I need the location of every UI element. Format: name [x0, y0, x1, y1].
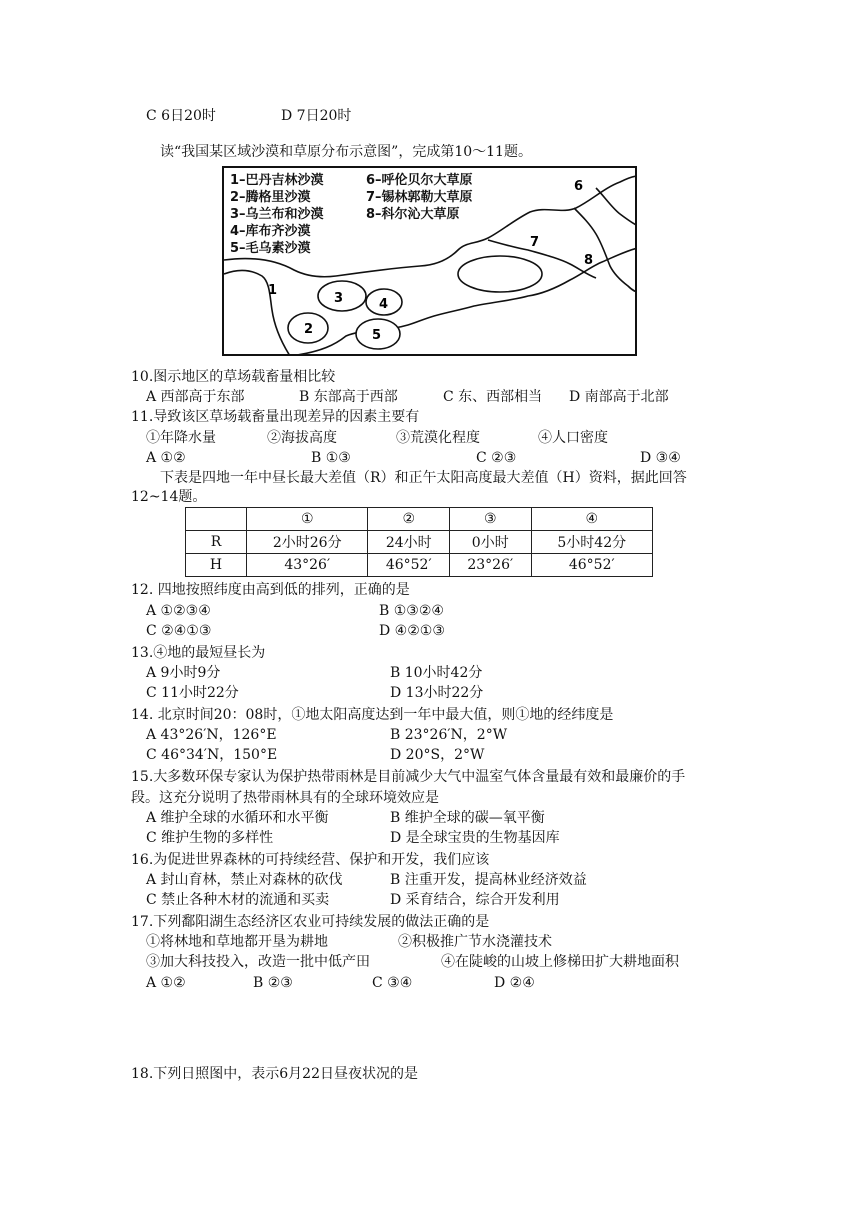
q17-measure-2: ②积极推广节水浇灌技术	[398, 934, 552, 950]
table-cell: 5小时42分	[531, 531, 652, 554]
q16-option-c: C 禁止各种木材的流通和买卖	[146, 892, 330, 908]
daylength-table	[185, 507, 653, 577]
map-label-1: 1	[268, 283, 278, 298]
desert-grassland-map	[222, 166, 637, 356]
q15-option-a: A 维护全球的水循环和水平衡	[146, 810, 329, 826]
legend-item-2: 2–腾格里沙漠	[230, 190, 311, 205]
table-cell: 2小时26分	[247, 531, 368, 554]
table-header-row	[186, 508, 653, 531]
q14-stem: 14. 北京时间20：08时，①地太阳高度达到一年中最大值，则①地的经纬度是	[131, 707, 614, 723]
table-cell: R	[186, 531, 247, 554]
q11-factor-3: ③荒漠化程度	[396, 430, 480, 446]
q15-option-d: D 是全球宝贵的生物基因库	[390, 830, 560, 846]
q16-option-a: A 封山育林，禁止对森林的砍伐	[146, 872, 343, 888]
q17-option-a: A ①②	[146, 975, 186, 991]
map-label-4: 4	[379, 297, 389, 312]
q11-option-b: B ①③	[311, 450, 351, 466]
q12-option-d: D ④②①③	[379, 623, 445, 639]
q10-stem: 10.图示地区的草场载畜量相比较	[131, 369, 336, 385]
q12-option-b: B ①③②④	[379, 603, 444, 619]
q17-option-d: D ②④	[494, 975, 535, 991]
table-header-cell	[186, 508, 247, 531]
q15-option-b: B 维护全球的碳—氧平衡	[390, 810, 545, 826]
table-cell: 23°26′	[450, 554, 532, 577]
q10-option-d: D 南部高于北部	[569, 389, 669, 405]
intro-12-14-line1: 下表是四地一年中昼长最大差值（R）和正午太阳高度最大差值（H）资料，据此回答	[160, 470, 687, 486]
q13-option-b: B 10小时42分	[390, 665, 483, 681]
q16-stem: 16.为促进世界森林的可持续经营、保护和开发，我们应该	[131, 852, 490, 868]
table-header-cell: ④	[531, 508, 652, 531]
table-header-cell: ②	[368, 508, 450, 531]
q17-stem: 17.下列鄱阳湖生态经济区农业可持续发展的做法正确的是	[131, 914, 490, 930]
q13-option-d: D 13小时22分	[390, 685, 484, 701]
q11-option-c: C ②③	[476, 450, 517, 466]
map-label-2: 2	[304, 322, 314, 337]
q15-stem-line2: 段。这充分说明了热带雨林具有的全球环境效应是	[131, 790, 439, 806]
q9-option-d: D 7日20时	[281, 108, 352, 124]
intro-12-14-line2: 12~14题。	[131, 489, 207, 505]
map-label-6: 6	[574, 179, 584, 194]
q16-option-d: D 采育结合，综合开发利用	[390, 892, 560, 908]
map-label-8: 8	[584, 253, 594, 268]
q15-option-c: C 维护生物的多样性	[146, 830, 274, 846]
table-row	[186, 531, 653, 554]
q14-option-d: D 20°S，2°W	[390, 747, 485, 763]
q9-option-c: C 6日20时	[146, 108, 216, 124]
q10-option-c: C 东、西部相当	[443, 389, 543, 405]
map-label-3: 3	[334, 291, 344, 306]
q11-option-d: D ③④	[640, 450, 681, 466]
legend-item-5: 5–毛乌素沙漠	[230, 241, 311, 256]
table-header-cell: ①	[247, 508, 368, 531]
intro-10-11: 读“我国某区域沙漠和草原分布示意图”，完成第10～11题。	[160, 144, 532, 160]
table-cell: H	[186, 554, 247, 577]
legend-item-3: 3–乌兰布和沙漠	[230, 207, 324, 222]
q11-stem: 11.导致该区草场载畜量出现差异的因素主要有	[131, 409, 420, 425]
q10-option-a: A 西部高于东部	[146, 389, 245, 405]
table-header-cell: ③	[450, 508, 532, 531]
table-cell: 0小时	[450, 531, 532, 554]
q12-option-c: C ②④①③	[146, 623, 212, 639]
q13-option-c: C 11小时22分	[146, 685, 239, 701]
table-cell: 46°52′	[531, 554, 652, 577]
q11-option-a: A ①②	[146, 450, 186, 466]
q10-option-b: B 东部高于西部	[299, 389, 398, 405]
q17-measure-1: ①将林地和草地都开垦为耕地	[146, 934, 328, 950]
q14-option-c: C 46°34′N，150°E	[146, 747, 278, 763]
q17-option-b: B ②③	[253, 975, 293, 991]
legend-item-4: 4–库布齐沙漠	[230, 224, 311, 239]
q16-option-b: B 注重开发，提高林业经济效益	[390, 872, 587, 888]
map-legend-right	[366, 172, 473, 223]
q18-stem: 18.下列日照图中，表示6月22日昼夜状况的是	[131, 1066, 418, 1082]
q11-factor-4: ④人口密度	[538, 430, 608, 446]
q12-stem: 12. 四地按照纬度由高到低的排列，正确的是	[131, 582, 410, 598]
table-cell: 24小时	[368, 531, 450, 554]
table-cell: 43°26′	[247, 554, 368, 577]
table-cell: 46°52′	[368, 554, 450, 577]
q14-option-b: B 23°26′N，2°W	[390, 727, 508, 743]
map-label-7: 7	[530, 235, 540, 250]
q17-measure-3: ③加大科技投入，改造一批中低产田	[146, 954, 370, 970]
table-row	[186, 554, 653, 577]
q11-factor-1: ①年降水量	[146, 430, 216, 446]
map-legend-left	[230, 172, 324, 257]
legend-item-7: 7–锡林郭勒大草原	[366, 190, 473, 205]
legend-item-1: 1–巴丹吉林沙漠	[230, 173, 324, 188]
q17-option-c: C ③④	[372, 975, 413, 991]
q13-stem: 13.④地的最短昼长为	[131, 645, 266, 661]
q14-option-a: A 43°26′N，126°E	[146, 727, 277, 743]
q11-factor-2: ②海拔高度	[267, 430, 337, 446]
q17-measure-4: ④在陡峻的山坡上修梯田扩大耕地面积	[441, 954, 679, 970]
q13-option-a: A 9小时9分	[146, 665, 221, 681]
legend-item-8: 8–科尔沁大草原	[366, 207, 460, 222]
q12-option-a: A ①②③④	[146, 603, 211, 619]
map-label-5: 5	[372, 328, 382, 343]
q15-stem-line1: 15.大多数环保专家认为保护热带雨林是目前减少大气中温室气体含量最有效和最廉价的手	[131, 769, 686, 785]
legend-item-6: 6–呼伦贝尔大草原	[366, 173, 473, 188]
